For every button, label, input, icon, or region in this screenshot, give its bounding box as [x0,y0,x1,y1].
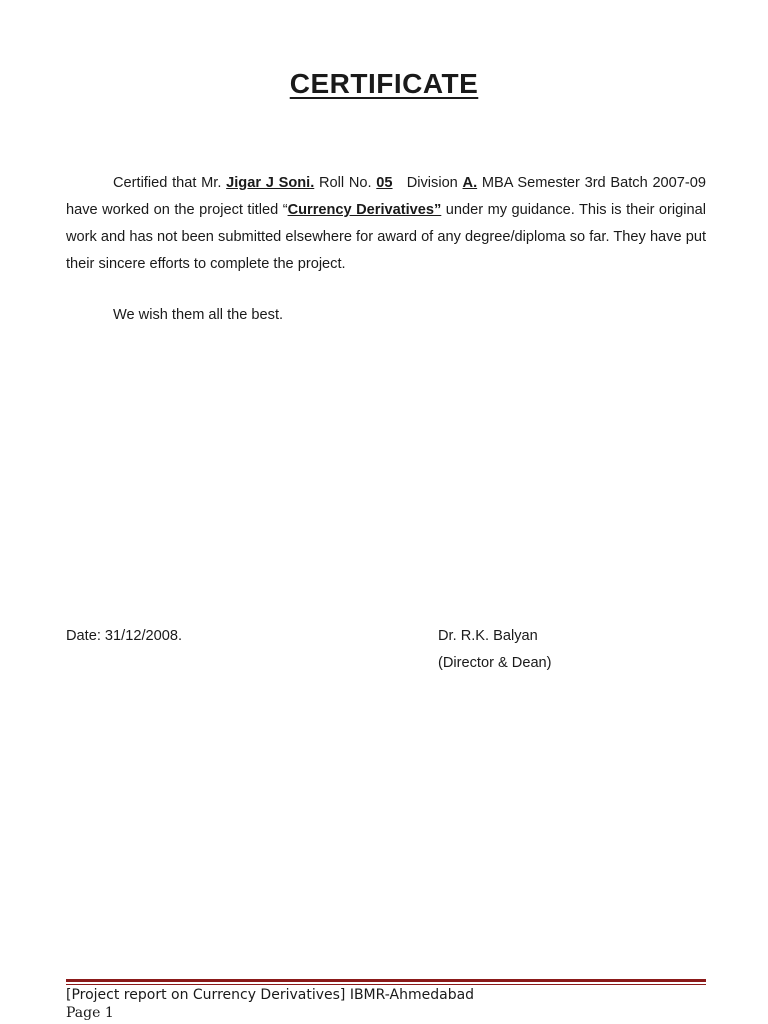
text-segment: Roll No. [314,175,377,191]
date-line: Date: 31/12/2008. [66,628,183,644]
text-segment: Certified that Mr. [113,175,227,191]
project-title: Currency Derivatives” [287,202,442,218]
page-title: CERTIFICATE [289,68,479,99]
text-segment: under my guidance. This is their original work and has not been submitted elsewhere for award of any degree/diploma so far. They have put their sincere efforts to complete the project. [66,202,706,272]
footer-rule-thin [66,984,706,985]
footer-rule-thick [66,979,706,982]
page-number: Page 1 [66,1005,114,1021]
student-name: Jigar J Soni. [226,175,315,191]
footer-text: [Project report on Currency Derivatives] IBMR-Ahmedabad [66,987,475,1003]
text-segment: Division [392,175,463,191]
signatory-name: Dr. R.K. Balyan [438,628,538,644]
certificate-body [66,170,706,278]
roll-number: 05 [376,175,393,191]
signatory-block [438,623,552,677]
wish-line: We wish them all the best. [113,307,284,323]
division: A. [462,175,478,191]
text-segment: MBA Semester 3rd Batch 2007-09 have worked on the project titled “ [66,175,706,218]
signatory-designation: (Director & Dean) [438,655,552,671]
certificate-paragraph [66,170,706,278]
